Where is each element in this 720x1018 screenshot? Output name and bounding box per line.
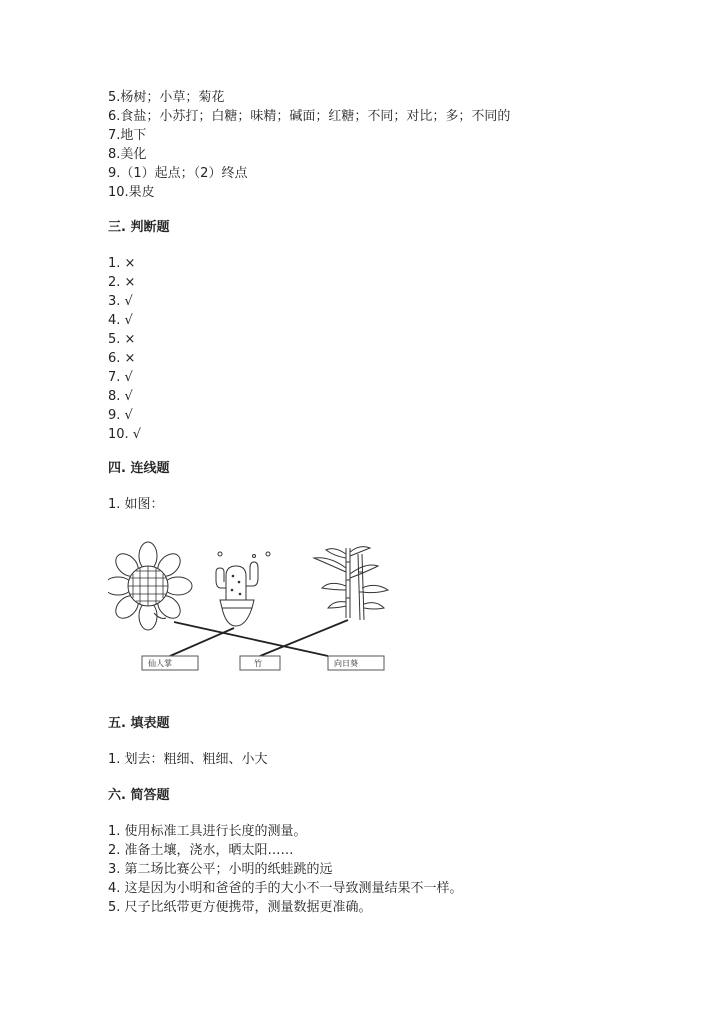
judgement-item: 5. × bbox=[108, 332, 136, 347]
judgement-item: 7. √ bbox=[108, 370, 133, 385]
answer-line: 8.美化 bbox=[108, 147, 147, 162]
short-answer-item: 4. 这是因为小明和爸爸的手的大小不一导致测量结果不一样。 bbox=[108, 881, 463, 896]
section-heading-short-answer: 六. 简答题 bbox=[108, 788, 170, 803]
judgement-item: 4. √ bbox=[108, 313, 133, 328]
label-sunflower: 向日葵 bbox=[334, 659, 358, 668]
short-answer-item: 3. 第二场比赛公平；小明的纸蛙跳的远 bbox=[108, 862, 333, 877]
short-answer-item: 1. 使用标准工具进行长度的测量。 bbox=[108, 824, 307, 839]
judgement-item: 6. × bbox=[108, 351, 136, 366]
judgement-item: 3. √ bbox=[108, 294, 133, 309]
answer-line: 6.食盐；小苏打；白糖；味精；碱面；红糖；不同；对比；多；不同的 bbox=[108, 109, 511, 124]
judgement-item: 8. √ bbox=[108, 389, 133, 404]
label-bamboo: 竹 bbox=[254, 659, 262, 668]
cactus-image bbox=[216, 552, 270, 626]
label-cactus: 仙人掌 bbox=[148, 659, 172, 668]
matching-figure bbox=[108, 538, 393, 678]
section-heading-fill-table: 五. 填表题 bbox=[108, 716, 170, 731]
match-line-sunflower bbox=[174, 622, 328, 656]
bamboo-image bbox=[314, 547, 388, 620]
answer-line: 7.地下 bbox=[108, 128, 147, 143]
match-line-cactus bbox=[170, 628, 234, 656]
fill-table-item: 1. 划去：粗细、粗细、小大 bbox=[108, 752, 268, 767]
judgement-item: 9. √ bbox=[108, 408, 133, 423]
answer-line: 10.果皮 bbox=[108, 185, 155, 200]
matching-item: 1. 如图： bbox=[108, 497, 164, 512]
judgement-item: 2. × bbox=[108, 275, 136, 290]
short-answer-item: 2. 准备土壤，浇水，晒太阳…… bbox=[108, 843, 294, 858]
judgement-item: 1. × bbox=[108, 256, 136, 271]
judgement-item: 10. √ bbox=[108, 427, 142, 442]
section-heading-judgement: 三. 判断题 bbox=[108, 220, 170, 235]
sunflower-image bbox=[108, 542, 192, 630]
short-answer-item: 5. 尺子比纸带更方便携带，测量数据更准确。 bbox=[108, 900, 372, 915]
section-heading-matching: 四. 连线题 bbox=[108, 461, 170, 476]
answer-line: 5.杨树；小草；菊花 bbox=[108, 90, 225, 105]
answer-line: 9.（1）起点；（2）终点 bbox=[108, 166, 248, 181]
